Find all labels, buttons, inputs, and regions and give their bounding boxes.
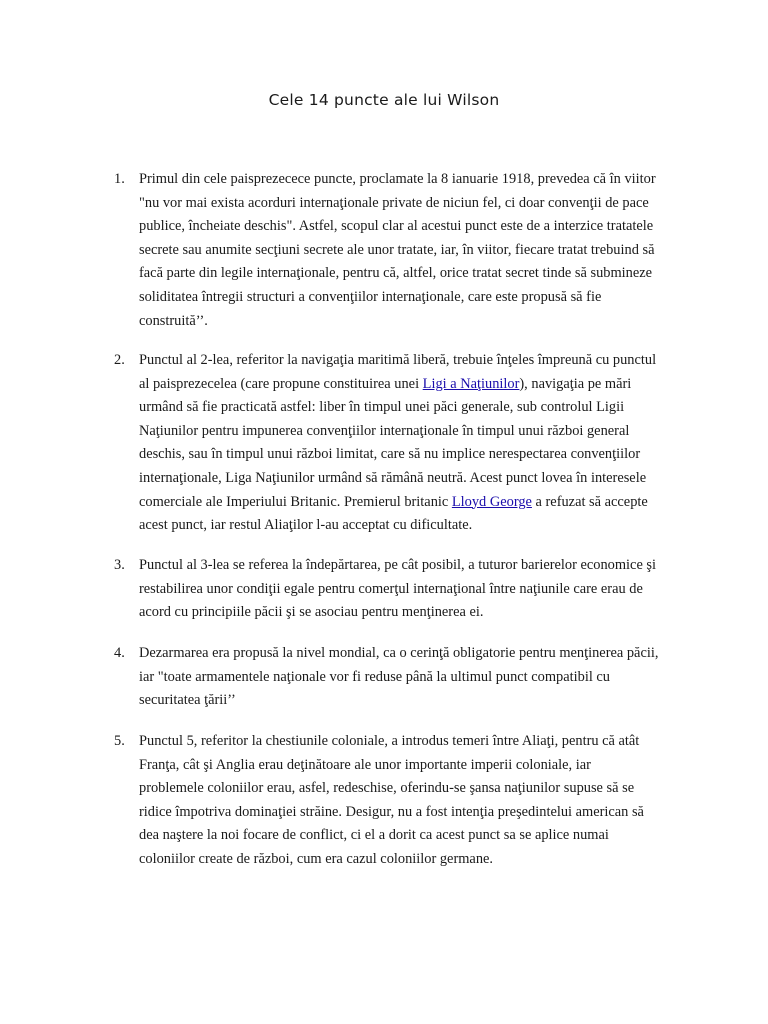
list-item-text: Dezarmarea era propusă la nivel mondial, ca o cerinţă obligatorie pentru menţinerea păcii, iar "toate armamentele naţionale vor fi reduse până la ultimul punct compatibil cu securitatea ţării’’ [139, 645, 659, 709]
list-item-number: 3. [114, 557, 125, 573]
list-item-number: 5. [114, 733, 125, 749]
list-item-number: 4. [114, 645, 125, 661]
list-item-1 [114, 168, 659, 333]
list-item-4 [114, 642, 659, 713]
document-title: Cele 14 puncte ale lui Wilson [268, 91, 500, 109]
list-item-text-part: a refuzat să accepte acest punct, iar restul Aliaţilor l-au acceptat cu dificultate. [139, 493, 648, 534]
list-item-text: Punctul 5, referitor la chestiunile coloniale, a introdus temeri între Aliaţi, pentru că atât Franţa, cât şi Anglia erau deţinătoare ale unor importante imperii coloniale, iar problemele coloniilor erau, asfel, redeschise, oferindu-se şansa naţiunilor supuse să se ridice împotriva dominaţiei străine. Desigur, nu a fost intenţia preşedintelui american să dea naştere la noi focare de conflict, ci el a dorit ca acest punct sa se aplice numai coloniilor create de război, cum era cazul coloniilor germane. [139, 733, 644, 867]
list-item-5 [114, 730, 659, 872]
list-item-text: Primul din cele paisprezecece puncte, proclamate la 8 ianuarie 1918, prevedea că în viitor "nu vor mai exista acorduri internaţionale private de niciun fel, ci doar convenţii de pace publice, încheiate deschis". Astfel, scopul clar al acestui punct este de a interzice tratatele secrete sau anumite secţiuni secrete ale unor tratate, iar, în viitor, fiecare tratat trebuind să facă parte din legile internaţionale, pentru că, altfel, orice tratat secret tinde să submineze soliditatea întregii structuri a convenţiilor internaţionale, care este propusă să fie construită’’. [139, 171, 656, 329]
list-item-text: Punctul al 3-lea se referea la îndepărtarea, pe cât posibil, a tuturor barierelor economice şi restabilirea unor condiţii egale pentru comerţul internaţional între naţiunile care erau de acord cu principiile păcii şi se asociau pentru menţinerea ei. [139, 557, 657, 621]
list-item-text [139, 349, 659, 538]
list-item-2 [114, 349, 659, 538]
list-item-3 [114, 554, 659, 625]
list-item-text-part: Punctul al 2-lea, referitor la navigaţia maritimă liberă, trebuie înţeles împreună cu punctul al paisprezecelea (care propune constituirea unei [139, 352, 657, 392]
link-lloyd-george[interactable]: Lloyd George [451, 493, 532, 510]
link-liga-natiunilor[interactable]: Ligi a Naţiunilor [422, 375, 520, 392]
list-item-number: 1. [114, 171, 125, 187]
list-item-text-part: ), navigaţia pe mări urmând să fie practicată astfel: liber în timpul unei păci generale, sub controlul Ligii Naţiunilor pentru impunerea convenţiilor internaţionale în timpul unui război general deschis, sau în timpul unui război limitat, care să nu implice nerespectarea convenţiilor internaţionale, Liga Naţiunilor urmând să rămână neutră. Acest punct lovea în interesele comerciale ale Imperiului Britanic. Premierul britanic [139, 375, 647, 510]
list-item-number: 2. [114, 352, 125, 368]
